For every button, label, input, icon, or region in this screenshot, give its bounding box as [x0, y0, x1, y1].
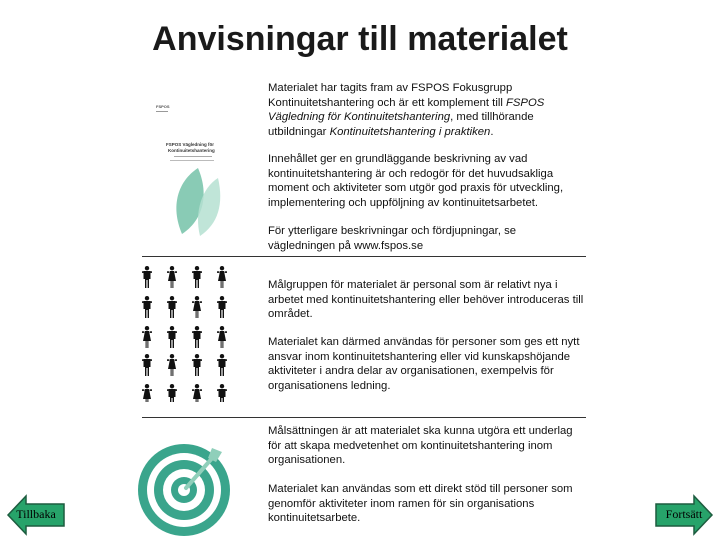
- page-title: Anvisningar till materialet: [152, 20, 568, 58]
- target-icon: [136, 438, 236, 538]
- guide-cover-thumbnail: [140, 86, 246, 242]
- intro-paragraph: Materialet har tagits fram av FSPOS Fokusgrupp Kontinuitetshantering och är ett komplement till FSPOS Vägledning för Kontinuitetshantering, med tillhörande utbildningar Kontinuitetshantering i praktiken.: [268, 82, 545, 138]
- next-button[interactable]: [654, 494, 714, 536]
- leaf-decoration-icon: [140, 86, 246, 242]
- back-button[interactable]: [6, 494, 66, 536]
- back-button-label: Tillbaka: [16, 507, 56, 521]
- next-button-label: Fortsätt: [665, 507, 703, 521]
- target-group-paragraph: Målgruppen för materialet är personal som är relativt nya i arbetet med kontinuitetshantering eller behöver introduceras till området.: [268, 279, 584, 320]
- thumbnail-heading-line1: FSPOS Vägledning för: [166, 142, 215, 147]
- content-paragraph: Innehållet ger en grundläggande beskrivning av vad kontinuitetshantering är och redogör för det huvudsakliga moment och aktiviteter som utgör god praxis för utveckling, implementering och uppföljning av kontinuitetsarbetet.: [268, 153, 564, 209]
- reference-paragraph: För ytterligare beskrivningar och fördjupningar, se vägledningen på www.fspos.se: [268, 225, 517, 252]
- thumbnail-small-title: FSPOS: [156, 104, 170, 109]
- people-grid-icon: [142, 262, 242, 402]
- goal-paragraph: Målsättningen är att materialet ska kunna utgöra ett underlag för att skapa medvetenhet om kontinuitetshantering inom organisationen.: [268, 425, 573, 466]
- support-paragraph: Materialet kan användas som ett direkt stöd till personer som genomför aktiviteter inom ramen för sin organisations kontinuitetsarbete.: [268, 483, 573, 524]
- usage-paragraph: Materialet kan därmed användas för personer som ges ett nytt ansvar inom kontinuitetshantering eller vid kunskapshöjande aktiviteter i andra delar av organisationen, exempelvis för organisationens ledning.: [268, 336, 580, 392]
- thumbnail-heading-line2: Kontinuitetshantering: [168, 148, 215, 153]
- divider: [142, 417, 586, 418]
- divider: [142, 256, 586, 257]
